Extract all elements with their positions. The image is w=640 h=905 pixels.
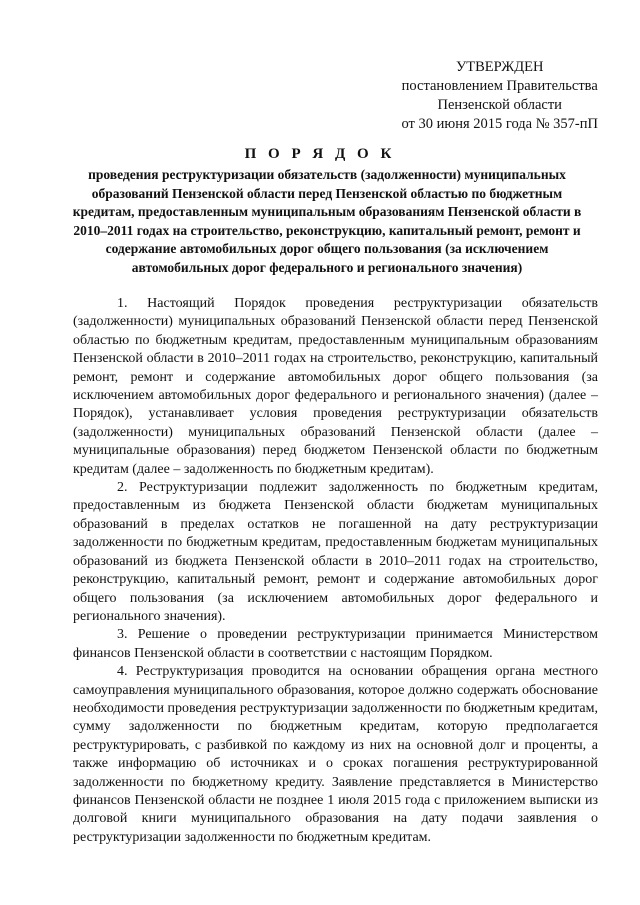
approval-line: Пензенской области: [437, 97, 562, 113]
approval-date: от 30 июня 2015 года № 357-пП: [401, 116, 598, 132]
paragraph: 2. Реструктуризации подлежит задолженность по бюджетным кредитам, предоставленным из бюджета Пензенской области бюджетам муниципальных образований в пределах остатков не погашенной на дату реструктуризации задолженности по бюджетным кредитам, предоставленным бюджетам муниципальных образований из бюджета Пензенской области в 2010–2011 годах на строительство, реконструкцию, капитальный ремонт, ремонт и содержание автомобильных дорог общего пользования (за исключением автомобильных дорог федерального и регионального значения).: [73, 480, 598, 624]
approval-heading: УТВЕРЖДЕН: [456, 59, 544, 75]
paragraph: 1. Настоящий Порядок проведения реструктуризации обязательств (задолженности) муниципальных образований Пензенской области перед Пензенской областью по бюджетным кредитам, предоставленным муниципальным образованиям Пензенской области в 2010–2011 годах на строительство, реконструкцию, капитальный ремонт, ремонт и содержание автомобильных дорог общего пользования (за исключением автомобильных дорог федерального и регионального значения) (далее – Порядок), устанавливает условия проведения реструктуризации обязательств (задолженности) муниципальных образований Пензенской области (далее – муниципальные образования) перед бюджетом Пензенской области по бюджетным кредитам (далее – задолженность по бюджетным кредитам).: [73, 296, 598, 477]
paragraph: 3. Решение о проведении реструктуризации принимается Министерством финансов Пензенской области в соответствии с настоящим Порядком.: [73, 627, 598, 661]
approval-stamp: [401, 58, 598, 134]
paragraph: 4. Реструктуризация проводится на основании обращения органа местного самоуправления муниципального образования, которое должно содержать обоснование необходимости проведения реструктуризации задолженности по бюджетным кредитам, сумму задолженности по бюджетным кредитам, которую предполагается реструктурировать, с разбивкой по каждому из них на основной долг и проценты, а также информацию об источниках и о сроках погашения реструктурированной задолженности по бюджетному кредиту. Заявление представляется в Министерство финансов Пензенской области не позднее 1 июля 2015 года с приложением выписки из долговой книги муниципального образования на дату подачи заявления о реструктуризации задолженности по бюджетным кредитам.: [73, 664, 598, 845]
document-title: П О Р Я Д О К: [244, 146, 396, 162]
approval-line: постановлением Правительства: [401, 78, 598, 94]
document-subtitle: проведения реструктуризации обязательств (задолженности) муниципальных образований Пензенской области перед Пензенской областью по бюджетным кредитам, предоставленным муниципальным образованиям Пензенской области в 2010–2011 годах на строительство, реконструкцию, капитальный ремонт, ремонт и содержание автомобильных дорог общего пользования (за исключением автомобильных дорог федерального и регионального значения): [72, 167, 582, 275]
document-body: [73, 295, 598, 847]
